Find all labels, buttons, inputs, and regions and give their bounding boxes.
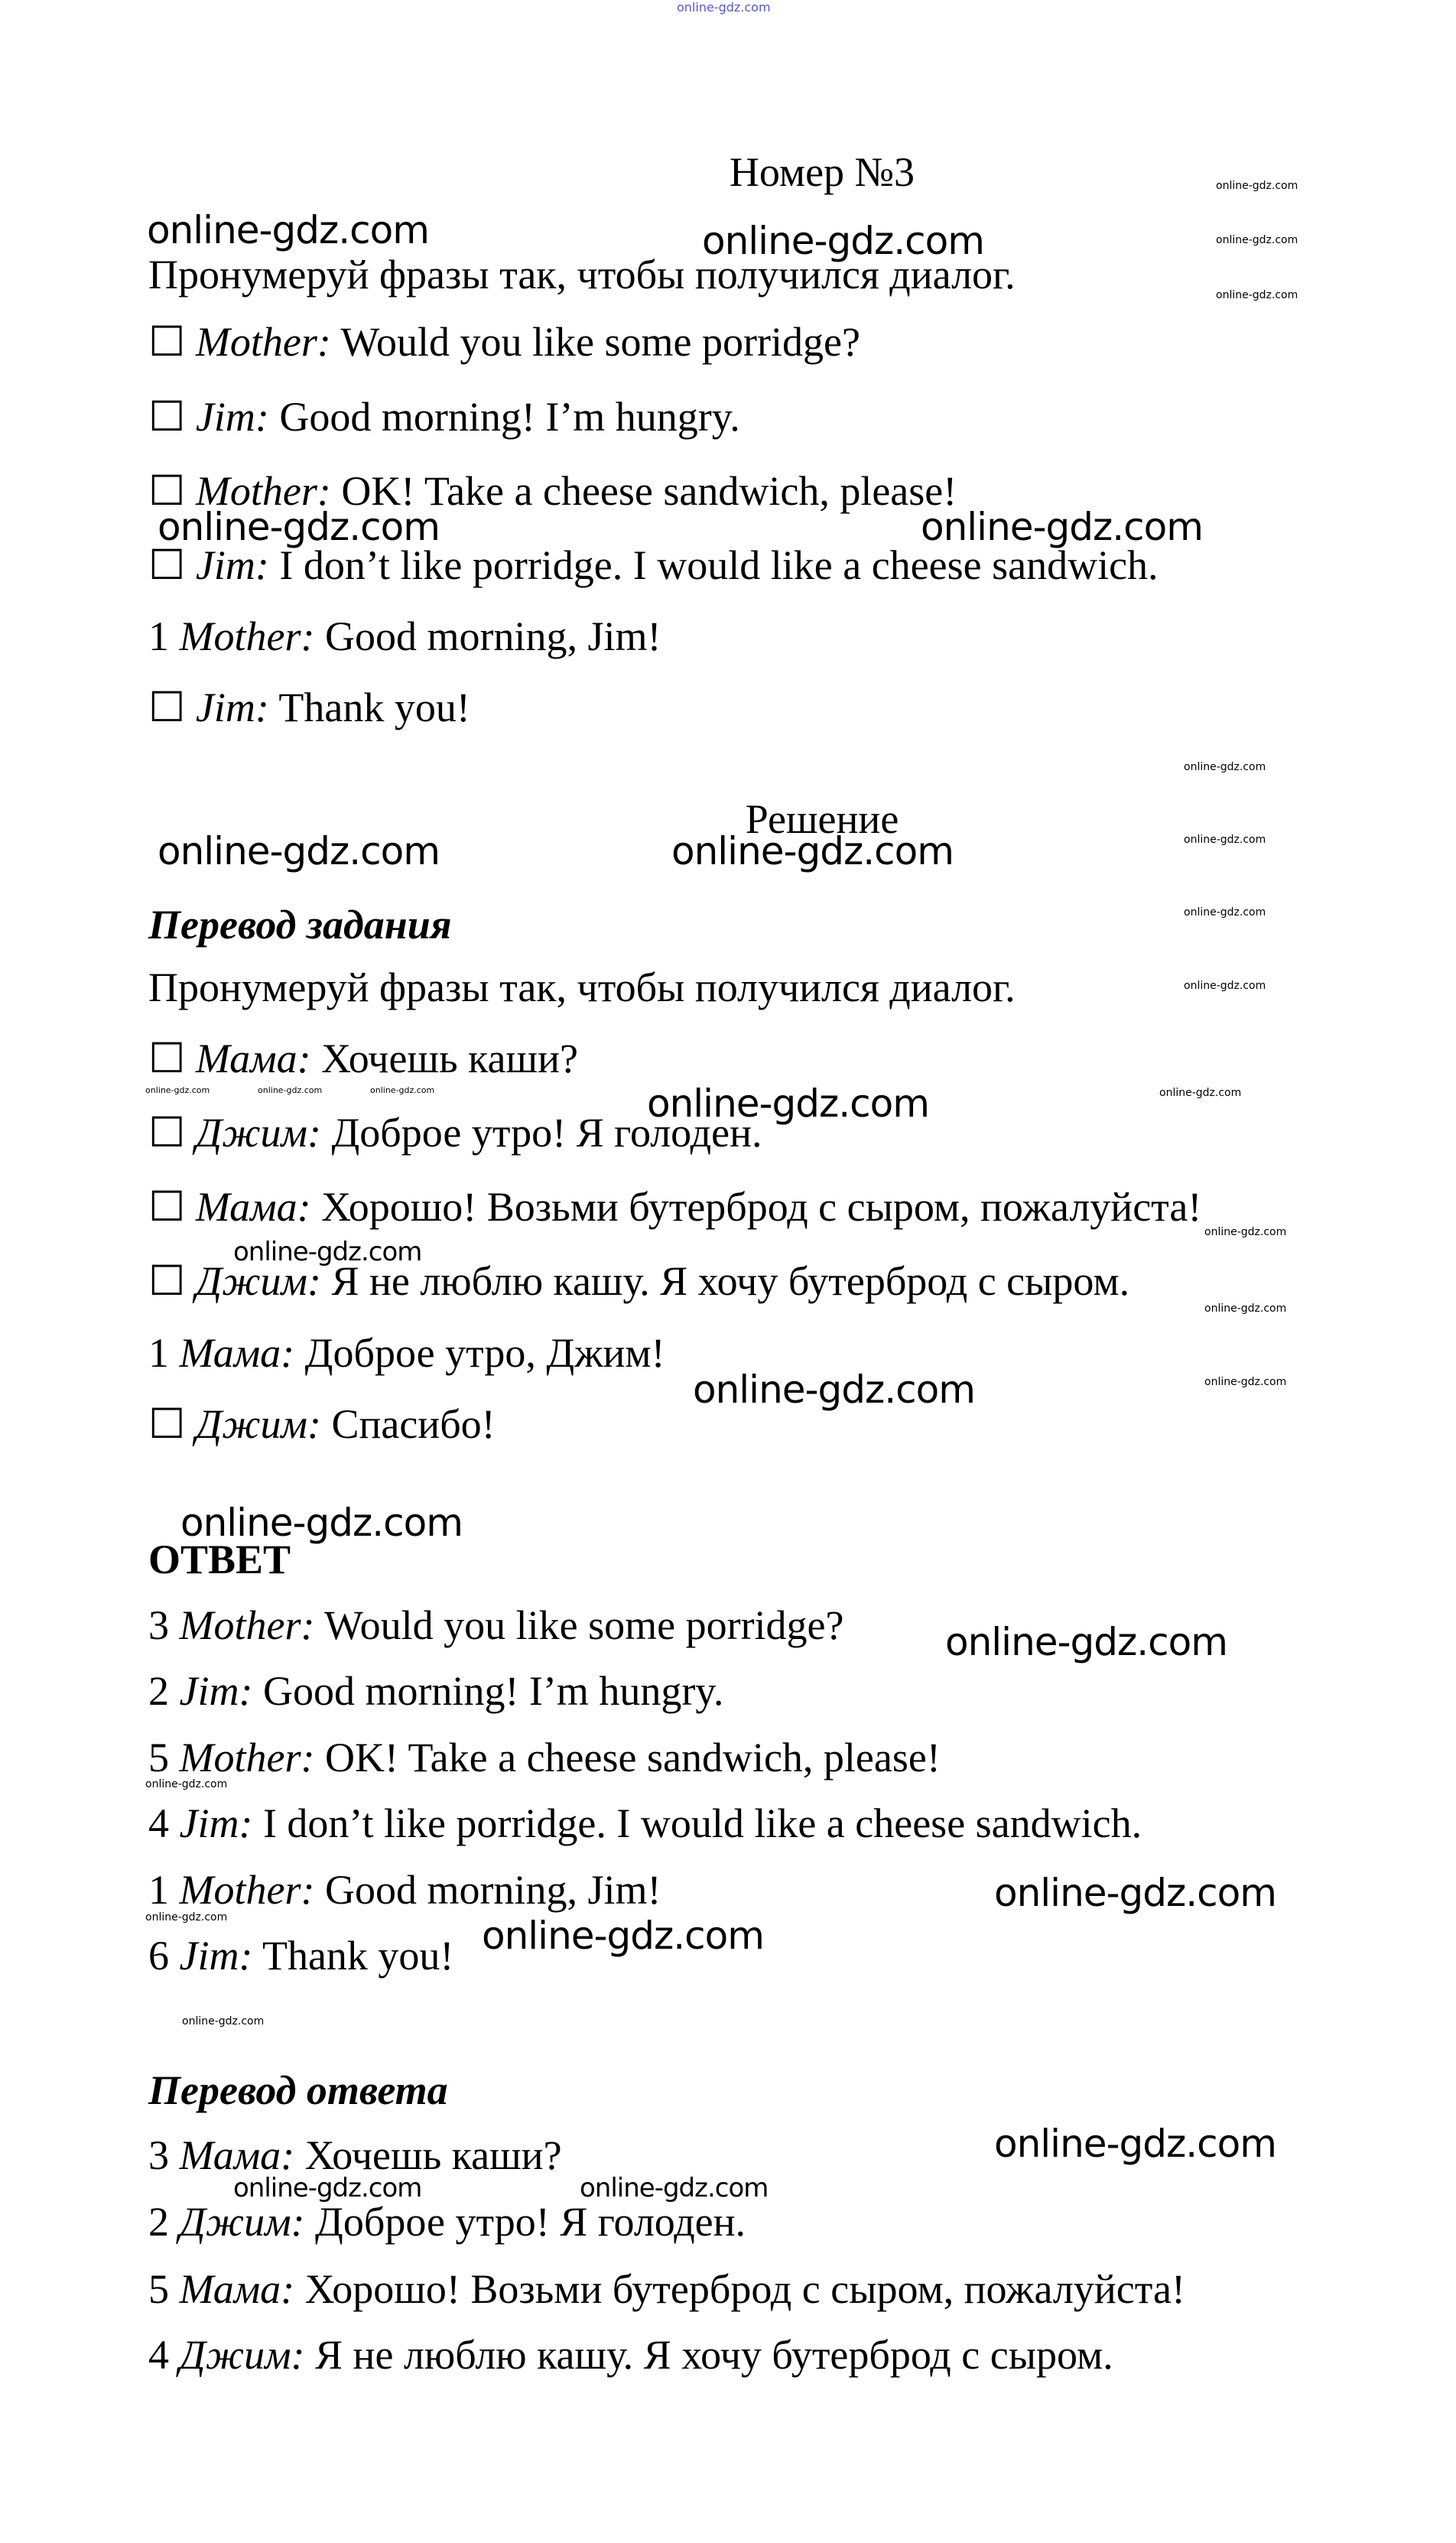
line-number: 6 bbox=[148, 1933, 169, 1979]
speaker-name: Мама: bbox=[195, 1036, 311, 1081]
checkbox-icon: ☐ bbox=[148, 685, 186, 730]
watermark: online-gdz.com bbox=[370, 1085, 435, 1095]
answer-translation-heading: Перевод ответа bbox=[148, 2067, 448, 2113]
dialogue-line bbox=[148, 2199, 746, 2245]
watermark: online-gdz.com bbox=[921, 505, 1203, 549]
speaker-name: Jim: bbox=[195, 685, 269, 730]
speaker-name: Мама: bbox=[195, 1184, 311, 1230]
checkbox-icon: ☐ bbox=[148, 1258, 186, 1304]
dialogue-line bbox=[148, 1670, 723, 1712]
line-number: 4 bbox=[148, 2332, 169, 2378]
watermark: online-gdz.com bbox=[994, 2122, 1276, 2166]
watermark: online-gdz.com bbox=[1184, 761, 1266, 773]
watermark: online-gdz.com bbox=[580, 2173, 769, 2203]
watermark: online-gdz.com bbox=[158, 829, 440, 873]
speaker-name: Мама: bbox=[179, 2266, 295, 2312]
watermark: online-gdz.com bbox=[647, 1081, 929, 1126]
watermark: online-gdz.com bbox=[147, 208, 429, 252]
watermark: online-gdz.com bbox=[994, 1871, 1276, 1915]
line-text: Thank you! bbox=[252, 1933, 454, 1979]
dialogue-line bbox=[148, 1602, 844, 1648]
line-text: Спасибо! bbox=[320, 1401, 496, 1447]
dialogue-line bbox=[148, 542, 1159, 588]
speaker-name: Mother: bbox=[179, 613, 315, 659]
speaker-name: Мама: bbox=[179, 2132, 295, 2178]
dialogue-line bbox=[148, 1869, 661, 1911]
dialogue-line bbox=[148, 321, 860, 363]
dialogue-line bbox=[148, 2334, 1113, 2376]
speaker-name: Jim: bbox=[179, 1668, 253, 1714]
line-number: 5 bbox=[148, 1735, 169, 1780]
line-text: Good morning! I’m hungry. bbox=[268, 394, 740, 440]
checkbox-icon: ☐ bbox=[148, 542, 186, 588]
line-text: Я не люблю кашу. Я хочу бутерброд с сыром. bbox=[304, 2332, 1113, 2378]
watermark: online-gdz.com bbox=[677, 0, 771, 15]
page-title: Номер №3 bbox=[729, 149, 915, 195]
watermark: online-gdz.com bbox=[693, 1367, 975, 1412]
watermark: online-gdz.com bbox=[671, 829, 954, 873]
translation-instruction: Пронумеруй фразы так, чтобы получился диалог. bbox=[148, 964, 1016, 1010]
speaker-name: Джим: bbox=[179, 2332, 305, 2378]
watermark: online-gdz.com bbox=[233, 1237, 422, 1267]
line-number: 3 bbox=[148, 1602, 169, 1648]
watermark: online-gdz.com bbox=[1216, 289, 1298, 301]
checkbox-icon: ☐ bbox=[148, 1036, 186, 1081]
speaker-name: Джим: bbox=[195, 1258, 321, 1304]
speaker-name: Mother: bbox=[195, 319, 331, 365]
watermark: online-gdz.com bbox=[1204, 1302, 1287, 1315]
watermark: online-gdz.com bbox=[1184, 906, 1266, 919]
checkbox-icon: ☐ bbox=[148, 394, 186, 440]
watermark: online-gdz.com bbox=[1204, 1376, 1287, 1388]
line-number: 2 bbox=[148, 2199, 169, 2245]
line-text: OK! Take a cheese sandwich, please! bbox=[314, 1735, 941, 1780]
dialogue-line bbox=[148, 1737, 941, 1778]
instruction: Пронумеруй фразы так, чтобы получился диалог. bbox=[148, 252, 1016, 298]
dialogue-line bbox=[148, 2132, 562, 2178]
line-number: 1 bbox=[148, 1867, 169, 1913]
watermark: online-gdz.com bbox=[1184, 980, 1266, 992]
checkbox-icon: ☐ bbox=[148, 468, 186, 514]
watermark: online-gdz.com bbox=[158, 505, 440, 549]
dialogue-line bbox=[148, 394, 740, 440]
dialogue-line bbox=[148, 1038, 578, 1079]
line-text: Good morning! I’m hungry. bbox=[252, 1668, 724, 1714]
line-number: 1 bbox=[148, 613, 169, 659]
watermark: online-gdz.com bbox=[233, 2173, 422, 2203]
speaker-name: Jim: bbox=[195, 542, 269, 588]
dialogue-line bbox=[148, 2268, 1185, 2310]
watermark: online-gdz.com bbox=[1216, 180, 1298, 192]
dialogue-line bbox=[148, 1933, 454, 1979]
speaker-name: Jim: bbox=[179, 1933, 253, 1979]
line-text: OK! Take a cheese sandwich, please! bbox=[330, 468, 957, 514]
watermark: online-gdz.com bbox=[945, 1620, 1227, 1664]
line-text: Я не люблю кашу. Я хочу бутерброд с сыром. bbox=[320, 1258, 1130, 1304]
line-text: Хочешь каши? bbox=[294, 2132, 562, 2178]
checkbox-icon: ☐ bbox=[148, 1401, 186, 1447]
line-text: Доброе утро, Джим! bbox=[294, 1330, 665, 1376]
watermark: online-gdz.com bbox=[145, 1911, 228, 1924]
line-text: I don’t like porridge. I would like a cheese sandwich. bbox=[268, 542, 1159, 588]
checkbox-icon: ☐ bbox=[148, 1110, 186, 1156]
checkbox-icon: ☐ bbox=[148, 1184, 186, 1230]
line-text: Would you like some porridge? bbox=[330, 319, 860, 365]
task-translation-heading: Перевод задания bbox=[148, 902, 452, 948]
dialogue-line bbox=[148, 1332, 665, 1374]
checkbox-icon: ☐ bbox=[148, 319, 186, 365]
watermark: online-gdz.com bbox=[145, 1085, 210, 1095]
watermark: online-gdz.com bbox=[1159, 1087, 1242, 1099]
line-text: Хорошо! Возьми бутерброд с сыром, пожалуйста! bbox=[294, 2266, 1185, 2312]
line-text: Хочешь каши? bbox=[310, 1036, 578, 1081]
line-number: 1 bbox=[148, 1330, 169, 1376]
dialogue-line bbox=[148, 1186, 1201, 1228]
line-text: Good morning, Jim! bbox=[314, 613, 661, 659]
answer-heading: ОТВЕТ bbox=[148, 1537, 291, 1582]
line-number: 5 bbox=[148, 2266, 169, 2312]
watermark: online-gdz.com bbox=[1184, 834, 1266, 846]
speaker-name: Jim: bbox=[195, 394, 269, 440]
watermark: online-gdz.com bbox=[702, 219, 984, 263]
line-text: Thank you! bbox=[268, 685, 470, 730]
watermark: online-gdz.com bbox=[145, 1778, 228, 1790]
line-number: 3 bbox=[148, 2132, 169, 2178]
line-text: I don’t like porridge. I would like a cheese sandwich. bbox=[252, 1800, 1142, 1846]
line-text: Good morning, Jim! bbox=[314, 1867, 661, 1913]
speaker-name: Джим: bbox=[179, 2199, 305, 2245]
speaker-name: Mother: bbox=[195, 468, 331, 514]
line-text: Would you like some porridge? bbox=[314, 1602, 844, 1648]
watermark: online-gdz.com bbox=[482, 1914, 764, 1958]
line-text: Доброе утро! Я голоден. bbox=[304, 2199, 746, 2245]
line-text: Хорошо! Возьми бутерброд с сыром, пожалуйста! bbox=[310, 1184, 1202, 1230]
solution-heading: Решение bbox=[745, 796, 899, 842]
line-text: Доброе утро! Я голоден. bbox=[320, 1110, 762, 1156]
watermark: online-gdz.com bbox=[182, 2015, 265, 2028]
line-number: 4 bbox=[148, 1800, 169, 1846]
watermark: online-gdz.com bbox=[180, 1501, 463, 1545]
speaker-name: Mother: bbox=[179, 1735, 315, 1780]
watermark: online-gdz.com bbox=[1204, 1226, 1287, 1238]
dialogue-line bbox=[148, 1403, 496, 1445]
dialogue-line bbox=[148, 687, 470, 728]
speaker-name: Джим: bbox=[195, 1110, 321, 1156]
speaker-name: Джим: bbox=[195, 1401, 321, 1447]
speaker-name: Mother: bbox=[179, 1602, 315, 1648]
dialogue-line bbox=[148, 1800, 1142, 1846]
watermark: online-gdz.com bbox=[1216, 234, 1298, 246]
speaker-name: Мама: bbox=[179, 1330, 295, 1376]
watermark: online-gdz.com bbox=[258, 1085, 323, 1095]
dialogue-line bbox=[148, 613, 661, 659]
speaker-name: Jim: bbox=[179, 1800, 253, 1846]
line-number: 2 bbox=[148, 1668, 169, 1714]
speaker-name: Mother: bbox=[179, 1867, 315, 1913]
